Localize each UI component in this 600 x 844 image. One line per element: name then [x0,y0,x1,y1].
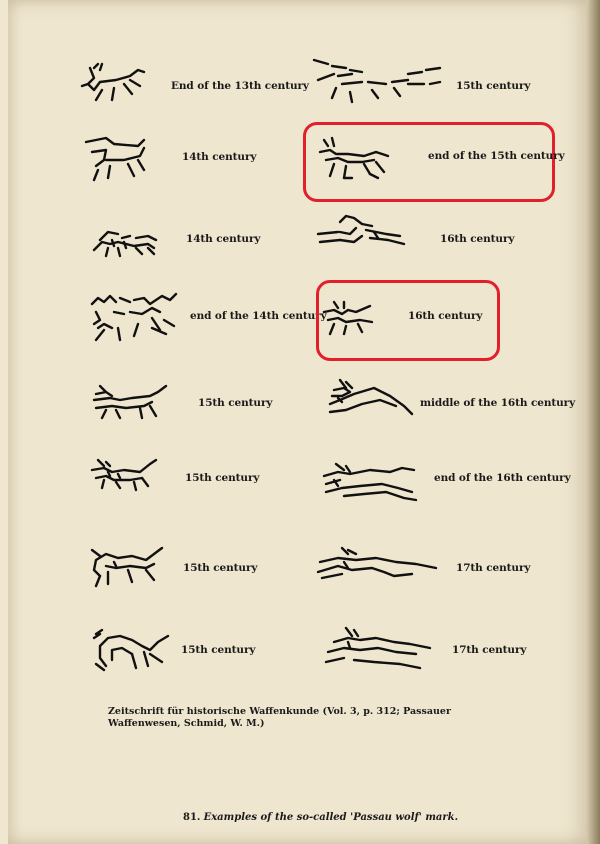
mark-label: 16th century [440,233,515,245]
citation-text: Zeitschrift für historische Waffenkunde (Vol. 3, p. 312; Passauer Waffenwesen, Schmid, W. M.) [108,706,451,729]
wolf-mark-15th-e [92,626,172,672]
wolf-mark-14th-b [90,226,162,260]
mark-label: 14th century [186,233,261,245]
mark-label: middle of the 16th century [420,397,576,409]
wolf-mark-16th-a [316,214,408,250]
wolf-mark-14th-a [84,134,152,184]
mark-label: end of the 14th century [190,310,327,322]
mark-label: 15th century [183,562,258,574]
wolf-mark-15th-c [90,458,158,492]
wolf-mark-15th-a [312,54,447,106]
mark-label: 15th century [185,472,260,484]
wolf-mark-13th-end [80,60,150,104]
mark-label: 14th century [182,151,257,163]
mark-label: 15th century [181,644,256,656]
mark-label: 15th century [456,80,531,92]
figure-number: 81. [183,812,201,823]
wolf-mark-17th-a [316,546,440,582]
wolf-mark-15th-end [318,136,394,184]
wolf-mark-16th-end [320,462,420,504]
mark-label: end of the 16th century [434,472,571,484]
mark-label: end of the 15th century [428,150,565,162]
wolf-mark-16th-b [322,298,378,338]
mark-label: 17th century [452,644,527,656]
mark-label: 16th century [408,310,483,322]
book-spine [586,0,600,844]
figure-caption [183,812,458,823]
mark-label: 15th century [198,397,273,409]
caption-text: Examples of the so-called 'Passau wolf' mark. [203,812,459,823]
mark-label: End of the 13th century [171,80,309,92]
mark-label: 17th century [456,562,531,574]
wolf-mark-17th-b [324,626,436,672]
wolf-mark-15th-b [92,384,168,420]
wolf-mark-15th-d [88,546,168,588]
wolf-mark-16th-middle [324,378,414,422]
wolf-mark-14th-end [90,290,182,344]
